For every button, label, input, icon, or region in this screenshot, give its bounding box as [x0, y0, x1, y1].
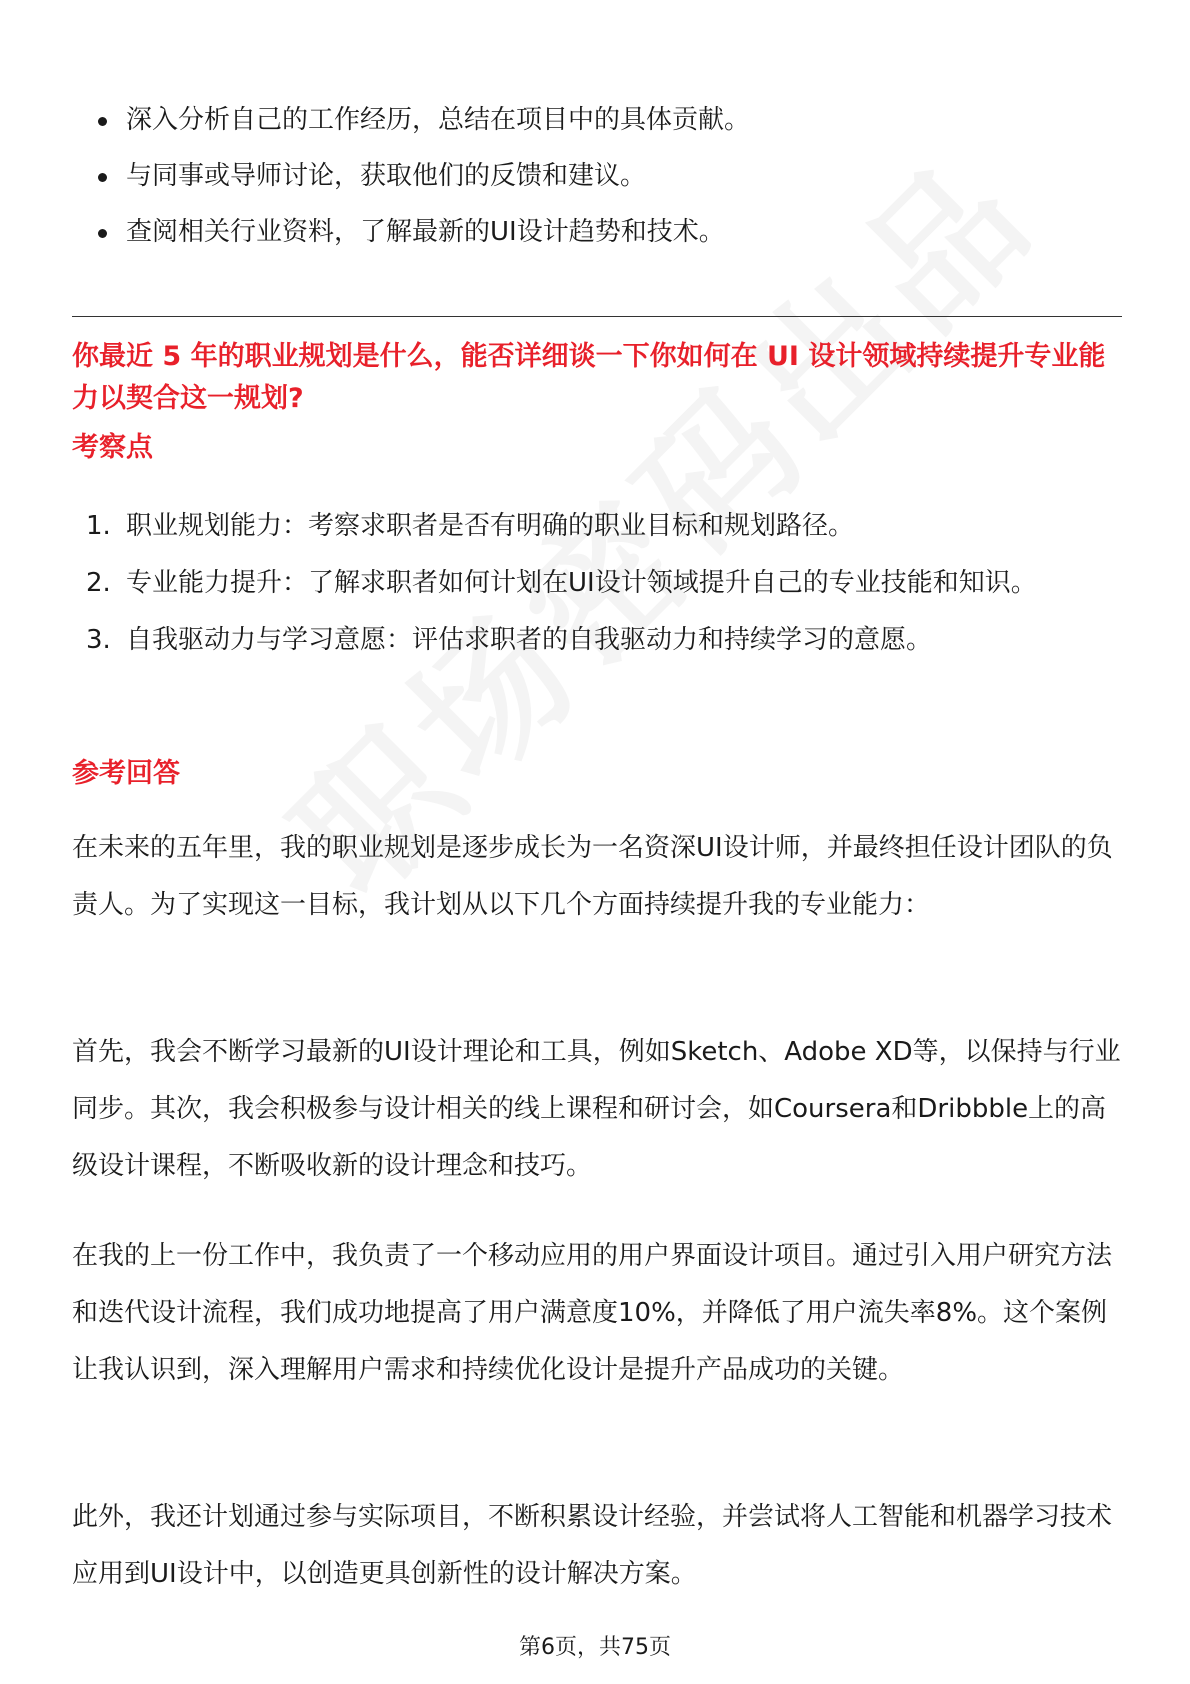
list-item-text: 专业能力提升：了解求职者如何计划在UI设计领域提升自己的专业技能和知识。: [126, 568, 1037, 598]
points-heading: 考察点: [72, 432, 153, 463]
top-bullet-list: [72, 92, 750, 260]
page-footer: 第6页，共75页: [519, 1635, 671, 1660]
divider: [72, 316, 1122, 317]
list-number: 3.: [86, 625, 111, 655]
list-number: 1.: [86, 511, 111, 541]
answer-paragraph: 首先，我会不断学习最新的UI设计理论和工具，例如Sketch、Adobe XD等，以保持与行业同步。其次，我会积极参与设计相关的线上课程和研讨会，如Coursera和Dribbble上的高级设计课程，不断吸收新的设计理念和技巧。: [72, 1037, 1121, 1181]
list-item: 与同事或导师讨论，获取他们的反馈和建议。: [72, 148, 750, 204]
list-item: [72, 555, 1122, 612]
list-item-text: 自我驱动力与学习意愿：评估求职者的自我驱动力和持续学习的意愿。: [126, 625, 933, 655]
list-item-text: 职业规划能力：考察求职者是否有明确的职业目标和规划路径。: [126, 511, 855, 541]
list-item: 深入分析自己的工作经历，总结在项目中的具体贡献。: [72, 92, 750, 148]
list-item: 查阅相关行业资料，了解最新的UI设计趋势和技术。: [72, 204, 750, 260]
answer-paragraph: 在未来的五年里，我的职业规划是逐步成长为一名资深UI设计师，并最终担任设计团队的负责人。为了实现这一目标，我计划从以下几个方面持续提升我的专业能力：: [72, 833, 1113, 920]
answer-paragraph: 在我的上一份工作中，我负责了一个移动应用的用户界面设计项目。通过引入用户研究方法和迭代设计流程，我们成功地提高了用户满意度10%，并降低了用户流失率8%。这个案例让我认识到，深入理解用户需求和持续优化设计是提升产品成功的关键。: [72, 1241, 1113, 1385]
list-item: [72, 498, 1122, 555]
points-list: [72, 498, 1122, 669]
answer-paragraph: 此外，我还计划通过参与实际项目，不断积累设计经验，并尝试将人工智能和机器学习技术应用到UI设计中，以创造更具创新性的设计解决方案。: [72, 1502, 1113, 1589]
list-number: 2.: [86, 568, 111, 598]
question-heading: 你最近 5 年的职业规划是什么，能否详细谈一下你如何在 UI 设计领域持续提升专业能力以契合这一规划?: [72, 341, 1106, 414]
list-item: [72, 612, 1122, 669]
answer-heading: 参考回答: [72, 758, 180, 789]
